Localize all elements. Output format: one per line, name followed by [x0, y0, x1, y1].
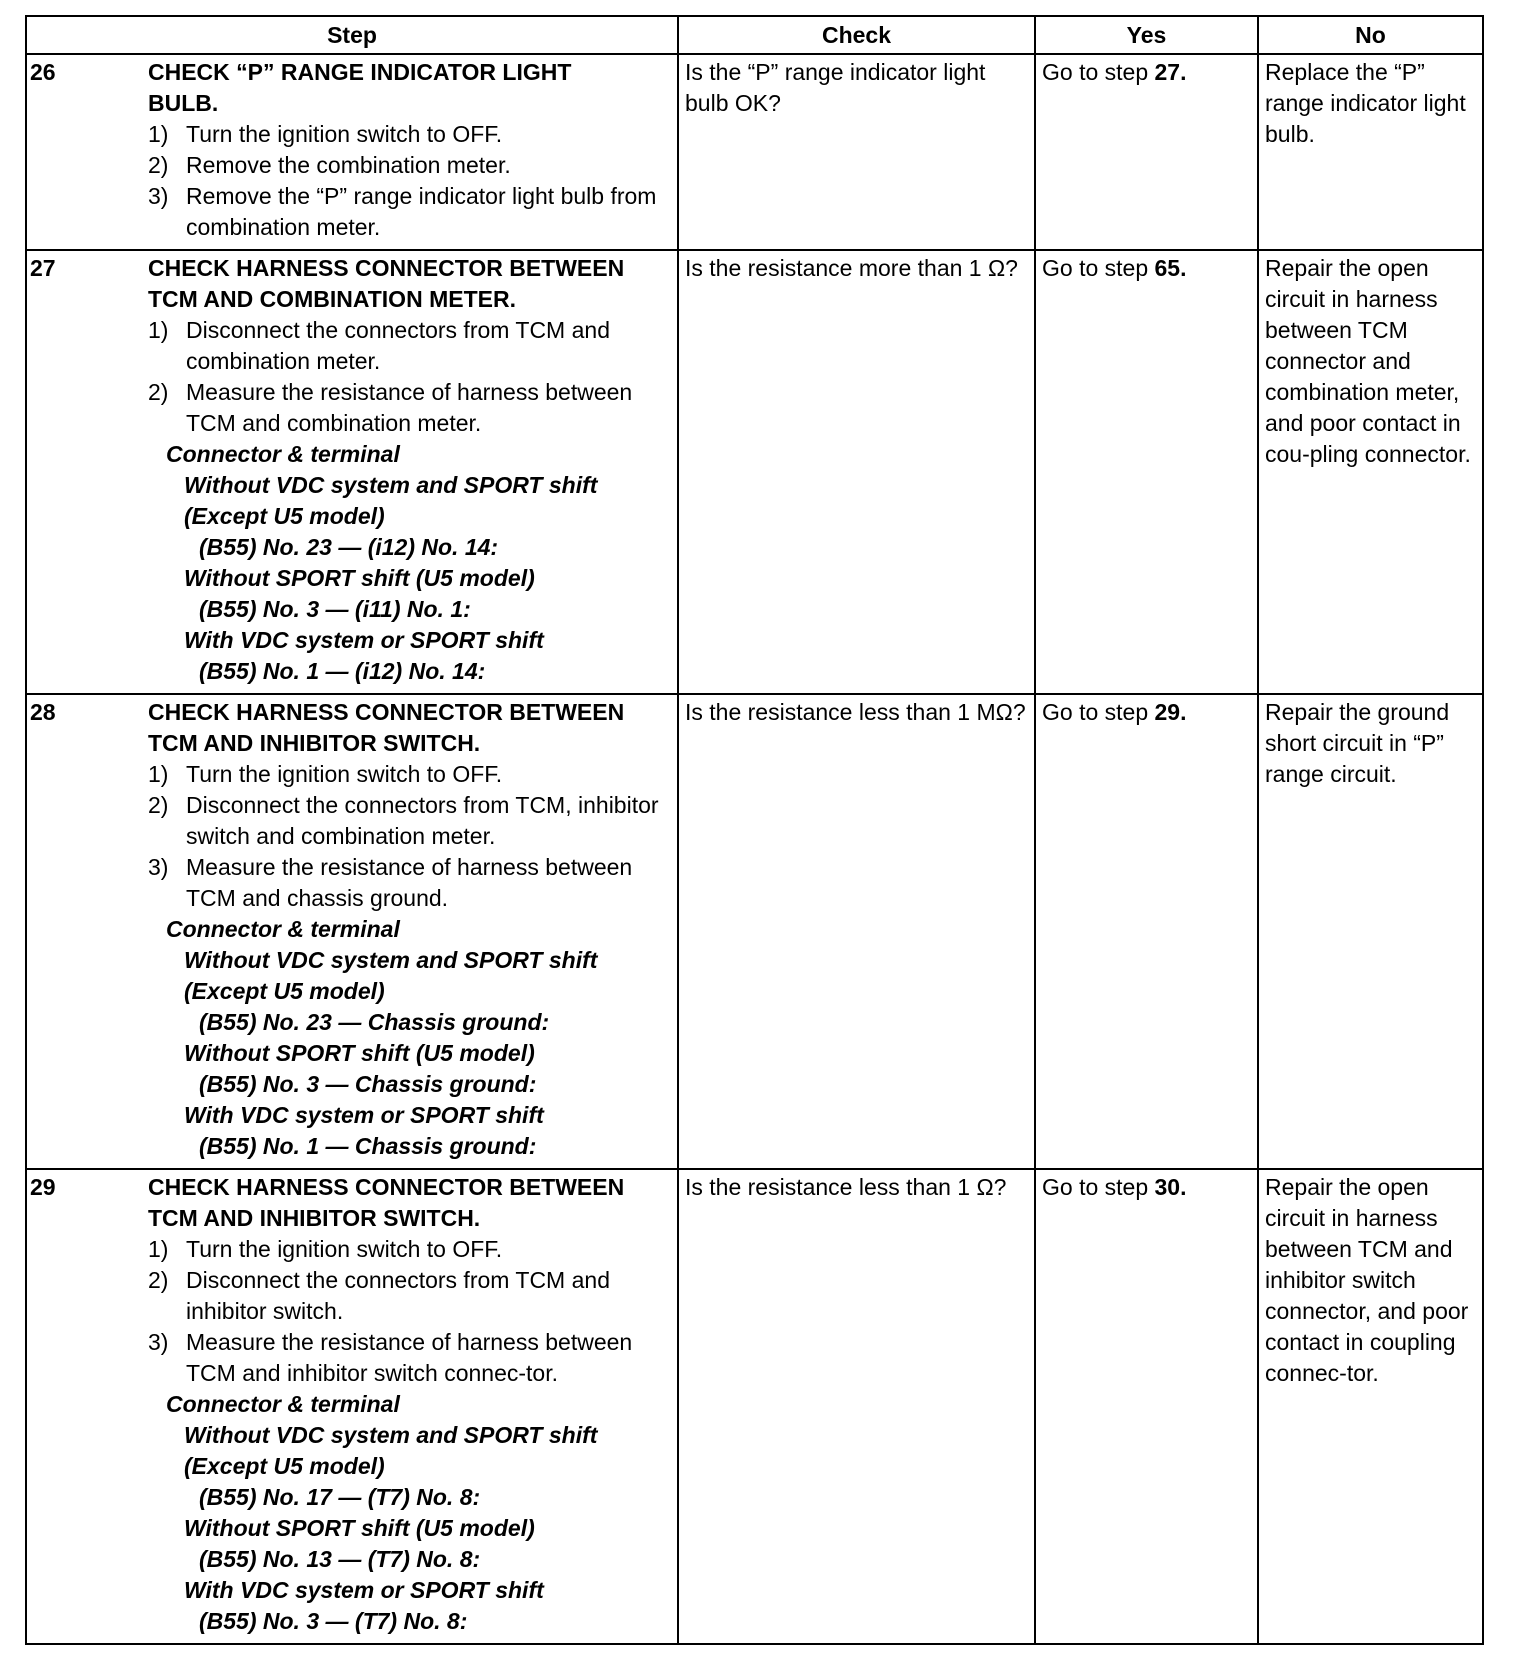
substep-text: Measure the resistance of harness between TCM and combination meter.: [186, 379, 633, 436]
substep: [148, 315, 671, 377]
step-cell: [148, 250, 678, 694]
diagnostic-table: [25, 15, 1484, 1645]
substep-text: Disconnect the connectors from TCM, inhibitor switch and combination meter.: [186, 792, 659, 849]
step-title-line: BULB.: [148, 90, 219, 116]
substep-number: 3): [148, 1329, 169, 1355]
substep: [148, 790, 671, 852]
yes-cell: [1035, 250, 1258, 694]
check-cell: Is the resistance less than 1 Ω?: [678, 1169, 1035, 1644]
step-number: 26: [26, 54, 148, 250]
substep-number: 3): [148, 183, 169, 209]
connector-heading: Connector & terminal: [166, 916, 400, 942]
header-check: Check: [678, 16, 1035, 54]
connector-terminal: (B55) No. 1 — (i12) No. 14:: [199, 658, 486, 684]
table-row: [26, 54, 1483, 250]
substep-text: Measure the resistance of harness between TCM and chassis ground.: [186, 854, 633, 911]
substep-text: Turn the ignition switch to OFF.: [186, 121, 503, 147]
connector-condition: Without VDC system and SPORT shift (Except U5 model): [184, 1422, 598, 1479]
step-title-line: TCM AND INHIBITOR SWITCH.: [148, 1205, 481, 1231]
header-row: [26, 16, 1483, 54]
yes-text: Go to step: [1042, 1174, 1155, 1200]
yes-text: Go to step: [1042, 255, 1155, 281]
substep-number: 1): [148, 121, 169, 147]
substep: [148, 852, 671, 914]
substep-number: 3): [148, 854, 169, 880]
connector-condition: Without SPORT shift (U5 model): [184, 565, 535, 591]
substep: [148, 119, 671, 150]
substep-number: 1): [148, 761, 169, 787]
yes-cell: [1035, 1169, 1258, 1644]
header-step: Step: [26, 16, 678, 54]
yes-text: Go to step: [1042, 59, 1155, 85]
table-row: [26, 1169, 1483, 1644]
table-row: [26, 694, 1483, 1169]
substep: [148, 759, 671, 790]
step-cell: [148, 694, 678, 1169]
connector-terminal: (B55) No. 23 — Chassis ground:: [199, 1009, 550, 1035]
substep-number: 2): [148, 152, 169, 178]
connector-terminal: (B55) No. 3 — Chassis ground:: [199, 1071, 537, 1097]
connector-terminal: (B55) No. 23 — (i12) No. 14:: [199, 534, 499, 560]
step-title-line: TCM AND INHIBITOR SWITCH.: [148, 730, 481, 756]
step-number: 29: [26, 1169, 148, 1644]
connector-condition: Without VDC system and SPORT shift (Except U5 model): [184, 947, 598, 1004]
substep-text: Disconnect the connectors from TCM and combination meter.: [186, 317, 610, 374]
step-title-line: CHECK HARNESS CONNECTOR BETWEEN: [148, 255, 625, 281]
no-cell: Repair the ground short circuit in “P” range circuit.: [1258, 694, 1483, 1169]
connector-condition: Without SPORT shift (U5 model): [184, 1515, 535, 1541]
step-title-line: TCM AND COMBINATION METER.: [148, 286, 516, 312]
check-cell: Is the resistance more than 1 Ω?: [678, 250, 1035, 694]
step-number: 27: [26, 250, 148, 694]
step-number: 28: [26, 694, 148, 1169]
substep: [148, 1327, 671, 1389]
connector-condition: Without VDC system and SPORT shift (Except U5 model): [184, 472, 598, 529]
connector-condition: Without SPORT shift (U5 model): [184, 1040, 535, 1066]
no-cell: Repair the open circuit in harness between TCM and inhibitor switch connector, and poor contact in coupling connec-tor.: [1258, 1169, 1483, 1644]
header-yes: Yes: [1035, 16, 1258, 54]
connector-terminal: (B55) No. 3 — (i11) No. 1:: [199, 596, 471, 622]
substep-number: 2): [148, 379, 169, 405]
substep: [148, 377, 671, 439]
substep: [148, 1265, 671, 1327]
connector-terminal: (B55) No. 3 — (T7) No. 8:: [199, 1608, 468, 1634]
substep-number: 2): [148, 1267, 169, 1293]
no-cell: Replace the “P” range indicator light bulb.: [1258, 54, 1483, 250]
substep-text: Turn the ignition switch to OFF.: [186, 1236, 503, 1262]
connector-heading: Connector & terminal: [166, 1391, 400, 1417]
substep-number: 1): [148, 317, 169, 343]
step-title-line: CHECK HARNESS CONNECTOR BETWEEN: [148, 1174, 625, 1200]
connector-condition: With VDC system or SPORT shift: [184, 1577, 544, 1603]
yes-text: Go to step: [1042, 699, 1155, 725]
substep-number: 2): [148, 792, 169, 818]
yes-step-ref: 29.: [1154, 699, 1187, 725]
check-cell: Is the “P” range indicator light bulb OK?: [678, 54, 1035, 250]
substep-text: Measure the resistance of harness between TCM and inhibitor switch connec-tor.: [186, 1329, 633, 1386]
step-title-line: CHECK HARNESS CONNECTOR BETWEEN: [148, 699, 625, 725]
connector-terminal: (B55) No. 17 — (T7) No. 8:: [199, 1484, 481, 1510]
substep-number: 1): [148, 1236, 169, 1262]
substep-text: Remove the “P” range indicator light bulb from combination meter.: [186, 183, 657, 240]
step-title-line: CHECK “P” RANGE INDICATOR LIGHT: [148, 59, 572, 85]
table-row: [26, 250, 1483, 694]
header-no: No: [1258, 16, 1483, 54]
step-cell: [148, 1169, 678, 1644]
substep-text: Turn the ignition switch to OFF.: [186, 761, 503, 787]
yes-cell: [1035, 54, 1258, 250]
no-cell: Repair the open circuit in harness between TCM connector and combination meter, and poor contact in cou-pling connector.: [1258, 250, 1483, 694]
substep: [148, 1234, 671, 1265]
substep-text: Remove the combination meter.: [186, 152, 511, 178]
substep: [148, 150, 671, 181]
yes-step-ref: 30.: [1154, 1174, 1187, 1200]
check-cell: Is the resistance less than 1 MΩ?: [678, 694, 1035, 1169]
yes-step-ref: 27.: [1154, 59, 1187, 85]
connector-condition: With VDC system or SPORT shift: [184, 1102, 544, 1128]
connector-condition: With VDC system or SPORT shift: [184, 627, 544, 653]
yes-step-ref: 65.: [1154, 255, 1187, 281]
table-body: [26, 54, 1483, 1644]
substep-text: Disconnect the connectors from TCM and inhibitor switch.: [186, 1267, 610, 1324]
substep: [148, 181, 671, 243]
connector-terminal: (B55) No. 1 — Chassis ground:: [199, 1133, 537, 1159]
yes-cell: [1035, 694, 1258, 1169]
step-cell: [148, 54, 678, 250]
connector-heading: Connector & terminal: [166, 441, 400, 467]
connector-terminal: (B55) No. 13 — (T7) No. 8:: [199, 1546, 481, 1572]
